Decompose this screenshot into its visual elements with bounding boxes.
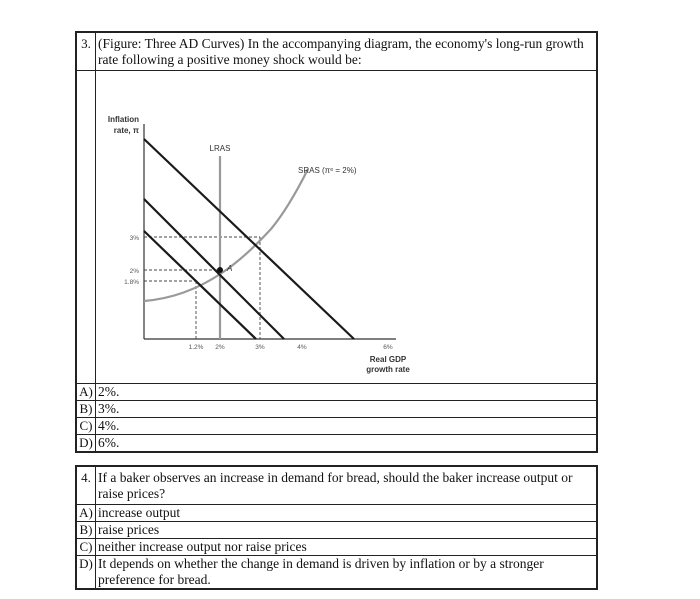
- question-3-figure-row: [77, 71, 596, 384]
- point-a: [217, 267, 223, 273]
- option-text: 2%.: [98, 384, 120, 399]
- option-row[interactable]: [77, 539, 596, 556]
- question-stem: (Figure: Three AD Curves) In the accompanying diagram, the economy's long-run growth rate following a positive money shock would be:: [98, 36, 584, 67]
- ad-curve-2: [144, 199, 284, 339]
- option-row[interactable]: [77, 418, 596, 435]
- option-letter: A): [77, 505, 96, 521]
- option-text: 4%.: [98, 418, 120, 433]
- question-stem: If a baker observes an increase in demand for bread, should the baker increase output or raise prices?: [98, 470, 573, 501]
- y-axis-label: Inflation: [107, 115, 139, 124]
- question-3: [75, 31, 598, 453]
- option-row[interactable]: [77, 401, 596, 418]
- option-text: 3%.: [98, 401, 120, 416]
- ad-curves-figure: [96, 71, 596, 383]
- option-letter: D): [77, 435, 96, 451]
- question-4-stem-row: [77, 467, 596, 505]
- x-tick-6pct: 6%: [383, 344, 393, 351]
- option-letter: C): [77, 418, 96, 434]
- option-row[interactable]: [77, 384, 596, 401]
- ad-curve-1: [144, 231, 256, 339]
- x-tick-3pct: 3%: [255, 344, 265, 351]
- figure-cell: [96, 71, 596, 383]
- option-row[interactable]: [77, 505, 596, 522]
- sras-label: SRAS (πᵉ = 2%): [298, 166, 357, 175]
- option-letter: B): [77, 401, 96, 417]
- option-text: neither increase output nor raise prices: [98, 539, 307, 554]
- question-number: 4.: [77, 467, 96, 504]
- x-axis-label-sub: growth rate: [366, 365, 410, 374]
- y-tick-2pct: 2%: [129, 268, 139, 275]
- x-tick-2pct: 2%: [215, 344, 225, 351]
- x-tick-1-2pct: 1.2%: [188, 344, 204, 351]
- x-tick-4pct: 4%: [297, 344, 307, 351]
- option-letter: B): [77, 522, 96, 538]
- option-row[interactable]: [77, 556, 596, 588]
- option-letter: A): [77, 384, 96, 400]
- option-text: raise prices: [98, 522, 160, 537]
- option-text: increase output: [98, 505, 181, 520]
- x-axis-label: Real GDP: [369, 355, 407, 364]
- option-letter: D): [77, 556, 96, 588]
- option-text: It depends on whether the change in demand is driven by inflation or by a stronger preference for bread.: [98, 556, 544, 587]
- y-tick-3pct: 3%: [129, 235, 139, 242]
- point-a-label: A: [227, 264, 233, 273]
- y-tick-1-8pct: 1.8%: [124, 279, 139, 286]
- question-3-stem-row: [77, 33, 596, 71]
- y-axis-label-sub: rate, π: [113, 126, 139, 135]
- option-row[interactable]: [77, 435, 596, 451]
- lras-label: LRAS: [209, 144, 231, 153]
- option-text: 6%.: [98, 435, 120, 450]
- figure-number-cell: [77, 71, 96, 383]
- question-number: 3.: [77, 33, 96, 70]
- option-letter: C): [77, 539, 96, 555]
- option-row[interactable]: [77, 522, 596, 539]
- question-4: [75, 465, 598, 590]
